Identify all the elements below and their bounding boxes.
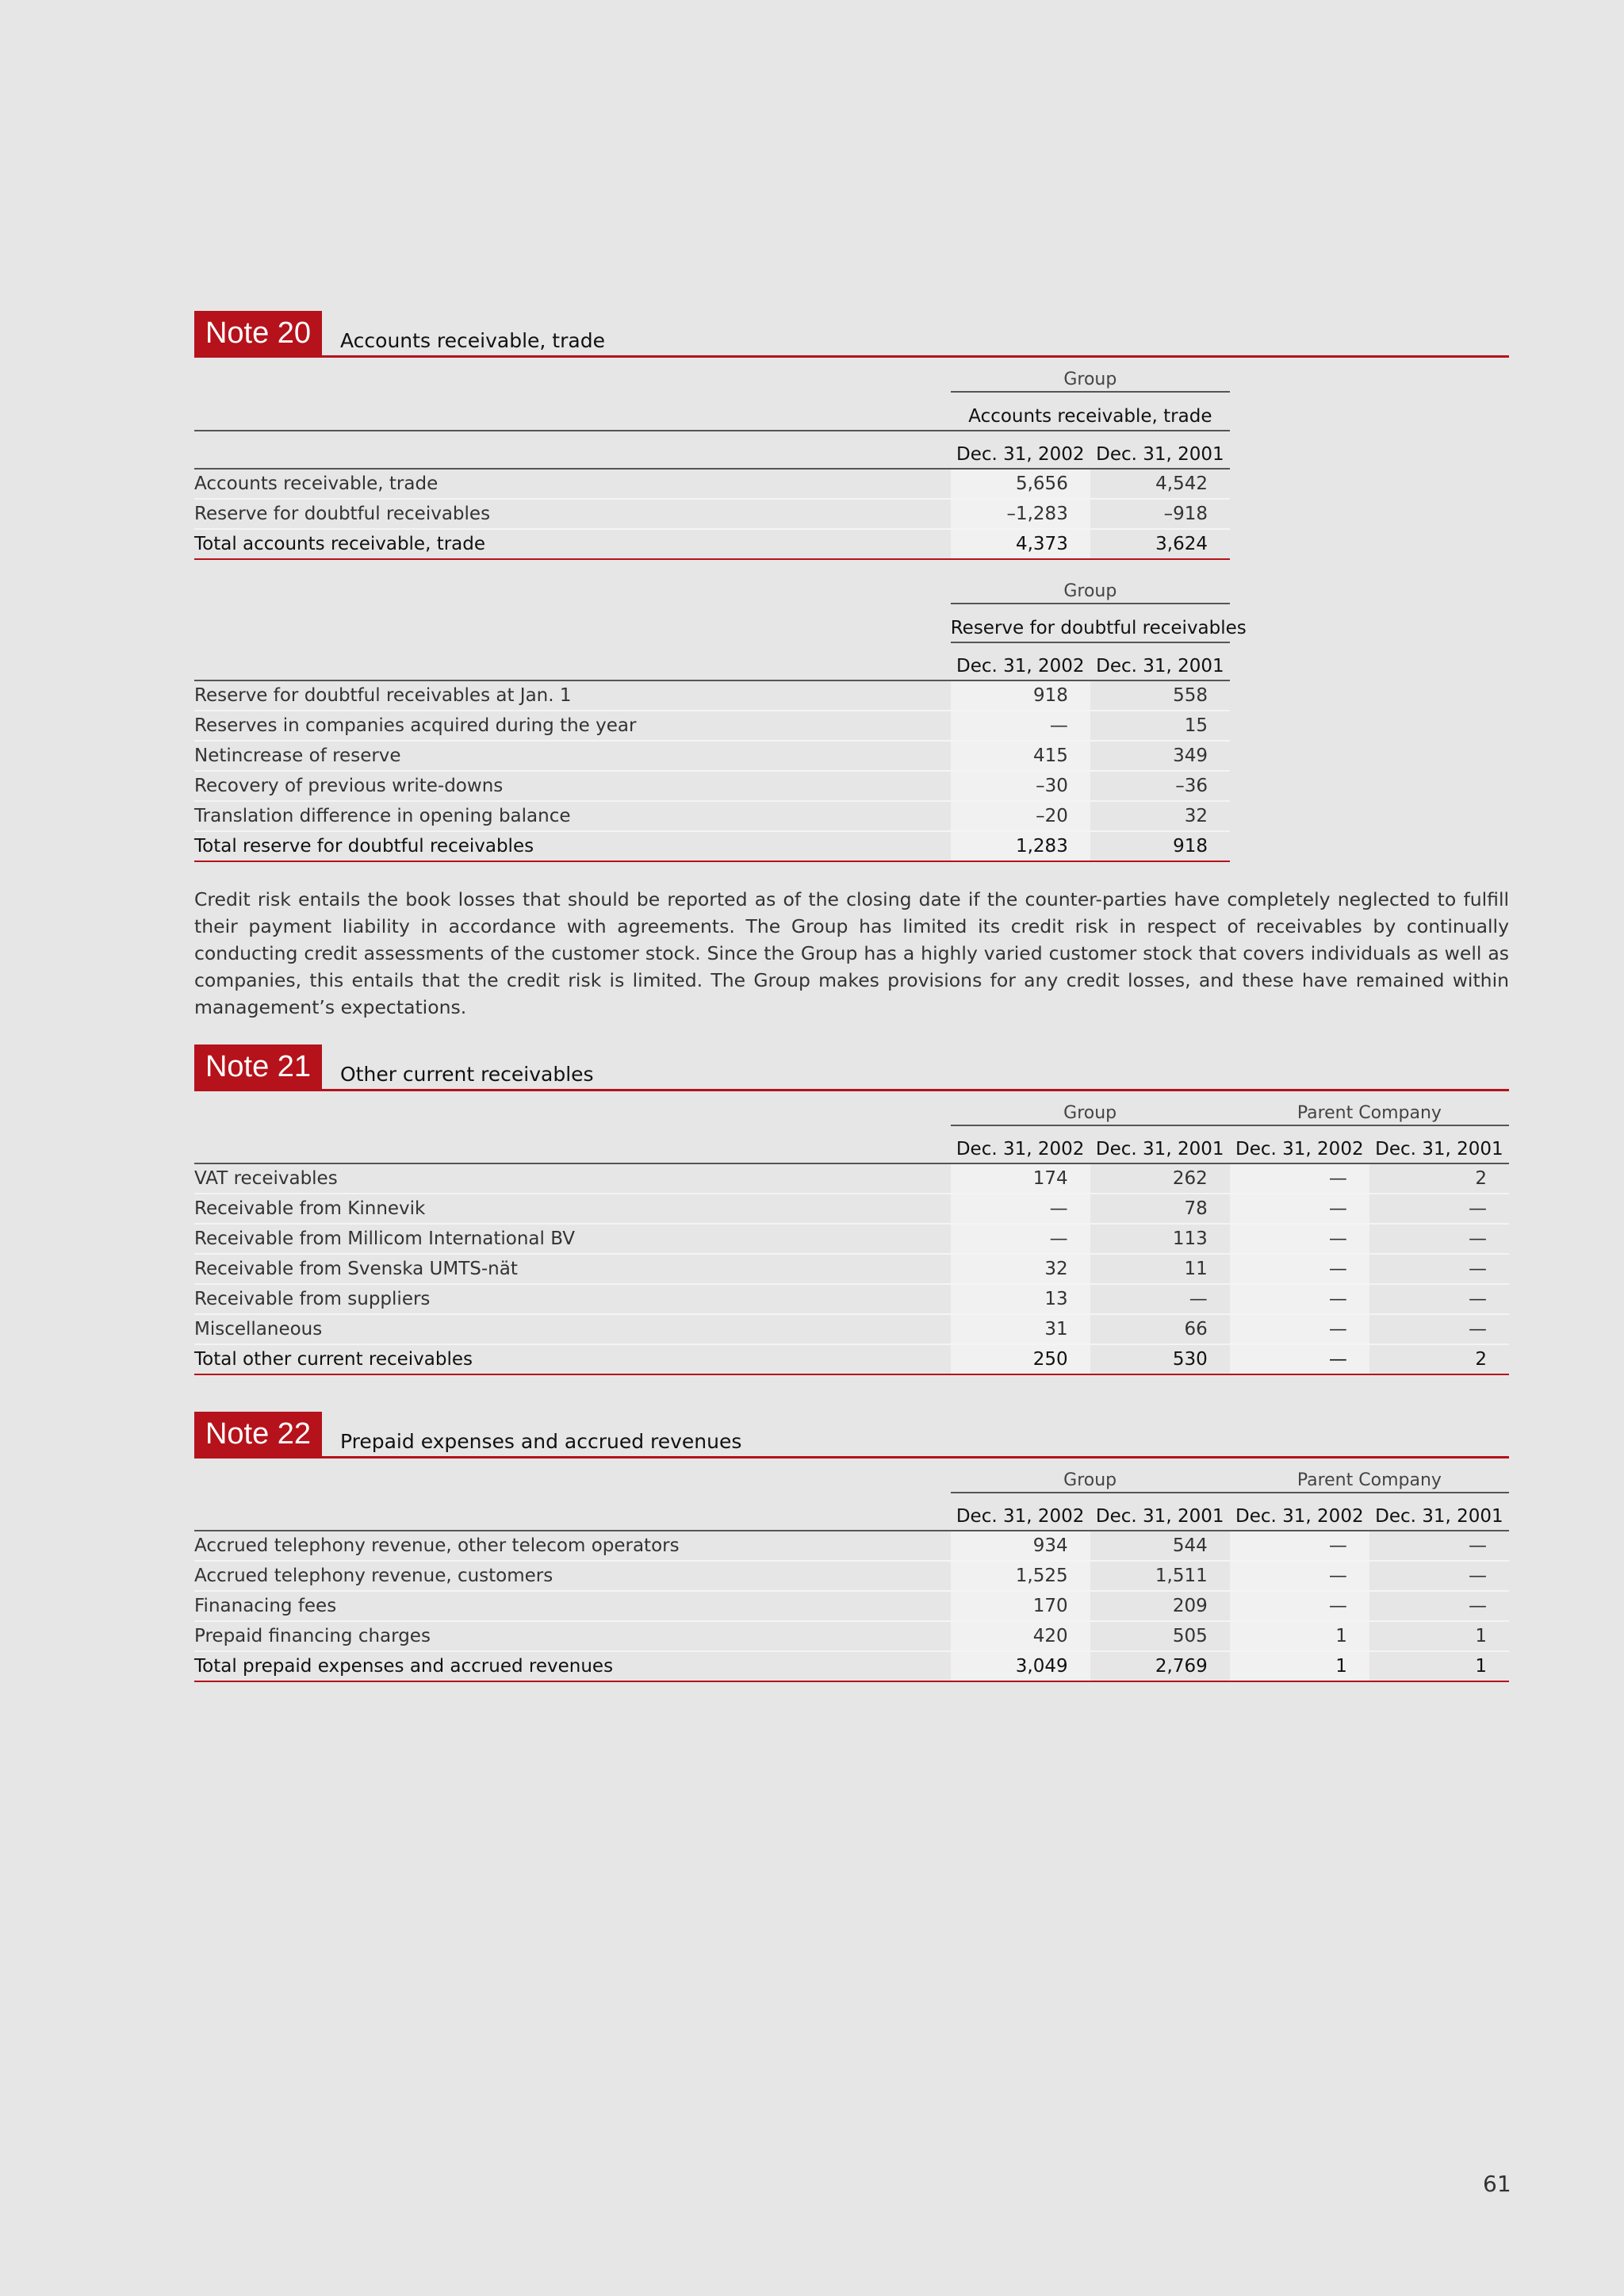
cell-value: 934 bbox=[951, 1531, 1090, 1561]
row-label: Prepaid financing charges bbox=[194, 1621, 951, 1651]
note-22-badge: Note 22 bbox=[194, 1412, 322, 1456]
cell-value: 174 bbox=[951, 1163, 1090, 1194]
column-header: Dec. 31, 2002 bbox=[951, 1125, 1090, 1163]
table-row bbox=[194, 711, 1230, 741]
table-row bbox=[194, 1163, 1509, 1194]
table-row bbox=[194, 1561, 1509, 1591]
total-value: 918 bbox=[1090, 831, 1230, 861]
row-label: Receivable from Svenska UMTS-nät bbox=[194, 1254, 951, 1284]
cell-value: 918 bbox=[951, 680, 1090, 711]
parent-company-label: Parent Company bbox=[1230, 1091, 1509, 1125]
cell-value: 1,525 bbox=[951, 1561, 1090, 1591]
cell-value: — bbox=[1230, 1194, 1369, 1224]
cell-value: 113 bbox=[1090, 1224, 1230, 1254]
cell-value: –918 bbox=[1090, 499, 1230, 529]
total-label: Total accounts receivable, trade bbox=[194, 529, 951, 559]
table-row bbox=[194, 801, 1230, 831]
total-value: — bbox=[1230, 1344, 1369, 1374]
cell-value: 5,656 bbox=[951, 469, 1090, 499]
cell-value: — bbox=[1369, 1314, 1509, 1344]
note-22-title: Prepaid expenses and accrued revenues bbox=[340, 1430, 742, 1453]
cell-value: 1 bbox=[1369, 1621, 1509, 1651]
row-label: Translation difference in opening balance bbox=[194, 801, 951, 831]
total-value: 3,049 bbox=[951, 1651, 1090, 1681]
total-label: Total reserve for doubtful receivables bbox=[194, 831, 951, 861]
table-row bbox=[194, 499, 1230, 529]
table-row bbox=[194, 1194, 1509, 1224]
cell-value: — bbox=[1230, 1284, 1369, 1314]
column-header: Dec. 31, 2002 bbox=[951, 431, 1090, 469]
group-label: Group bbox=[951, 1458, 1230, 1493]
cell-value: 11 bbox=[1090, 1254, 1230, 1284]
cell-value: 4,542 bbox=[1090, 469, 1230, 499]
note-21-title: Other current receivables bbox=[340, 1063, 594, 1086]
table-row bbox=[194, 1314, 1509, 1344]
cell-value: 15 bbox=[1090, 711, 1230, 741]
cell-value: — bbox=[1230, 1531, 1369, 1561]
column-header: Dec. 31, 2001 bbox=[1090, 431, 1230, 469]
total-value: 1 bbox=[1230, 1651, 1369, 1681]
cell-value: — bbox=[951, 1194, 1090, 1224]
row-label: VAT receivables bbox=[194, 1163, 951, 1194]
cell-value: 170 bbox=[951, 1591, 1090, 1621]
cell-value: –1,283 bbox=[951, 499, 1090, 529]
cell-value: — bbox=[1230, 1224, 1369, 1254]
total-value: 2,769 bbox=[1090, 1651, 1230, 1681]
row-label: Receivable from Kinnevik bbox=[194, 1194, 951, 1224]
total-value: 1,283 bbox=[951, 831, 1090, 861]
row-label: Finanacing fees bbox=[194, 1591, 951, 1621]
note-20-header bbox=[194, 311, 1509, 358]
cell-value: — bbox=[1369, 1224, 1509, 1254]
note-22-header bbox=[194, 1412, 1509, 1458]
row-label: Receivable from Millicom International BV bbox=[194, 1224, 951, 1254]
column-header: Dec. 31, 2002 bbox=[1230, 1125, 1369, 1163]
column-header: Dec. 31, 2002 bbox=[951, 1493, 1090, 1531]
cell-value: — bbox=[951, 711, 1090, 741]
cell-value: — bbox=[1230, 1314, 1369, 1344]
total-value: 1 bbox=[1369, 1651, 1509, 1681]
cell-value: 1 bbox=[1230, 1621, 1369, 1651]
table-row bbox=[194, 1254, 1509, 1284]
cell-value: 31 bbox=[951, 1314, 1090, 1344]
note-20-badge: Note 20 bbox=[194, 311, 322, 355]
row-label: Accrued telephony revenue, other telecom operators bbox=[194, 1531, 951, 1561]
total-value: 530 bbox=[1090, 1344, 1230, 1374]
cell-value: 262 bbox=[1090, 1163, 1230, 1194]
total-value: 2 bbox=[1369, 1344, 1509, 1374]
credit-risk-paragraph: Credit risk entails the book losses that should be reported as of the closing date if the counter-parties have completely neglected to fulfill their payment liability in accordance with agreements. The Group has limited its credit risk in respect of receivables by continually conducting credit assessments of the customer stock. Since the Group has a highly varied customer stock that covers individuals as well as companies, this entails that the credit risk is limited. The Group makes provisions for any credit losses, and these have remained within management’s expectations. bbox=[194, 888, 1509, 1018]
total-row bbox=[194, 1344, 1509, 1374]
table-subheader: Accounts receivable, trade bbox=[951, 392, 1230, 431]
cell-value: 66 bbox=[1090, 1314, 1230, 1344]
row-label: Reserves in companies acquired during the year bbox=[194, 711, 951, 741]
row-label: Accrued telephony revenue, customers bbox=[194, 1561, 951, 1591]
table-row bbox=[194, 771, 1230, 801]
note-21-header bbox=[194, 1045, 1509, 1091]
cell-value: 505 bbox=[1090, 1621, 1230, 1651]
cell-value: 32 bbox=[1090, 801, 1230, 831]
cell-value: –30 bbox=[951, 771, 1090, 801]
cell-value: — bbox=[1369, 1531, 1509, 1561]
total-label: Total prepaid expenses and accrued revenues bbox=[194, 1651, 951, 1681]
parent-company-label: Parent Company bbox=[1230, 1458, 1509, 1493]
other-receivables-table bbox=[194, 1091, 1509, 1375]
table-row bbox=[194, 1531, 1509, 1561]
cell-value: — bbox=[951, 1224, 1090, 1254]
total-value: 3,624 bbox=[1090, 529, 1230, 559]
cell-value: 2 bbox=[1369, 1163, 1509, 1194]
table-row bbox=[194, 1284, 1509, 1314]
row-label: Reserve for doubtful receivables bbox=[194, 499, 951, 529]
row-label: Recovery of previous write-downs bbox=[194, 771, 951, 801]
table-row bbox=[194, 1621, 1509, 1651]
total-label: Total other current receivables bbox=[194, 1344, 951, 1374]
cell-value: 558 bbox=[1090, 680, 1230, 711]
prepaid-expenses-table bbox=[194, 1458, 1509, 1682]
cell-value: — bbox=[1369, 1561, 1509, 1591]
cell-value: 349 bbox=[1090, 741, 1230, 771]
cell-value: — bbox=[1369, 1254, 1509, 1284]
cell-value: 78 bbox=[1090, 1194, 1230, 1224]
cell-value: 420 bbox=[951, 1621, 1090, 1651]
cell-value: — bbox=[1230, 1254, 1369, 1284]
accounts-receivable-table bbox=[194, 358, 1230, 560]
note-20-title: Accounts receivable, trade bbox=[340, 329, 605, 352]
table-row bbox=[194, 469, 1230, 499]
column-header: Dec. 31, 2001 bbox=[1090, 642, 1230, 680]
page-content bbox=[194, 311, 1509, 1682]
column-header: Dec. 31, 2001 bbox=[1090, 1493, 1230, 1531]
row-label: Reserve for doubtful receivables at Jan. 1 bbox=[194, 680, 951, 711]
cell-value: 415 bbox=[951, 741, 1090, 771]
total-value: 4,373 bbox=[951, 529, 1090, 559]
total-value: 250 bbox=[951, 1344, 1090, 1374]
cell-value: — bbox=[1230, 1591, 1369, 1621]
row-label: Receivable from suppliers bbox=[194, 1284, 951, 1314]
cell-value: –20 bbox=[951, 801, 1090, 831]
cell-value: — bbox=[1230, 1163, 1369, 1194]
table-row bbox=[194, 680, 1230, 711]
row-label: Miscellaneous bbox=[194, 1314, 951, 1344]
note-21-badge: Note 21 bbox=[194, 1045, 322, 1089]
group-label: Group bbox=[951, 1091, 1230, 1125]
row-label: Accounts receivable, trade bbox=[194, 469, 951, 499]
cell-value: 1,511 bbox=[1090, 1561, 1230, 1591]
table-row bbox=[194, 1591, 1509, 1621]
column-header: Dec. 31, 2001 bbox=[1369, 1125, 1509, 1163]
cell-value: –36 bbox=[1090, 771, 1230, 801]
cell-value: 32 bbox=[951, 1254, 1090, 1284]
cell-value: — bbox=[1369, 1591, 1509, 1621]
reserve-doubtful-table bbox=[194, 569, 1247, 862]
cell-value: — bbox=[1230, 1561, 1369, 1591]
total-row bbox=[194, 831, 1230, 861]
group-label: Group bbox=[951, 569, 1230, 604]
row-label: Netincrease of reserve bbox=[194, 741, 951, 771]
table-row bbox=[194, 741, 1230, 771]
cell-value: — bbox=[1090, 1284, 1230, 1314]
total-row bbox=[194, 1651, 1509, 1681]
cell-value: — bbox=[1369, 1284, 1509, 1314]
column-header: Dec. 31, 2002 bbox=[1230, 1493, 1369, 1531]
column-header: Dec. 31, 2001 bbox=[1369, 1493, 1509, 1531]
cell-value: — bbox=[1369, 1194, 1509, 1224]
page-number: 61 bbox=[1483, 2171, 1511, 2197]
group-label: Group bbox=[951, 358, 1230, 392]
table-subheader: Reserve for doubtful receivables bbox=[951, 604, 1230, 642]
cell-value: 544 bbox=[1090, 1531, 1230, 1561]
column-header: Dec. 31, 2001 bbox=[1090, 1125, 1230, 1163]
cell-value: 13 bbox=[951, 1284, 1090, 1314]
table-row bbox=[194, 1224, 1509, 1254]
cell-value: 209 bbox=[1090, 1591, 1230, 1621]
total-row bbox=[194, 529, 1230, 559]
column-header: Dec. 31, 2002 bbox=[951, 642, 1090, 680]
